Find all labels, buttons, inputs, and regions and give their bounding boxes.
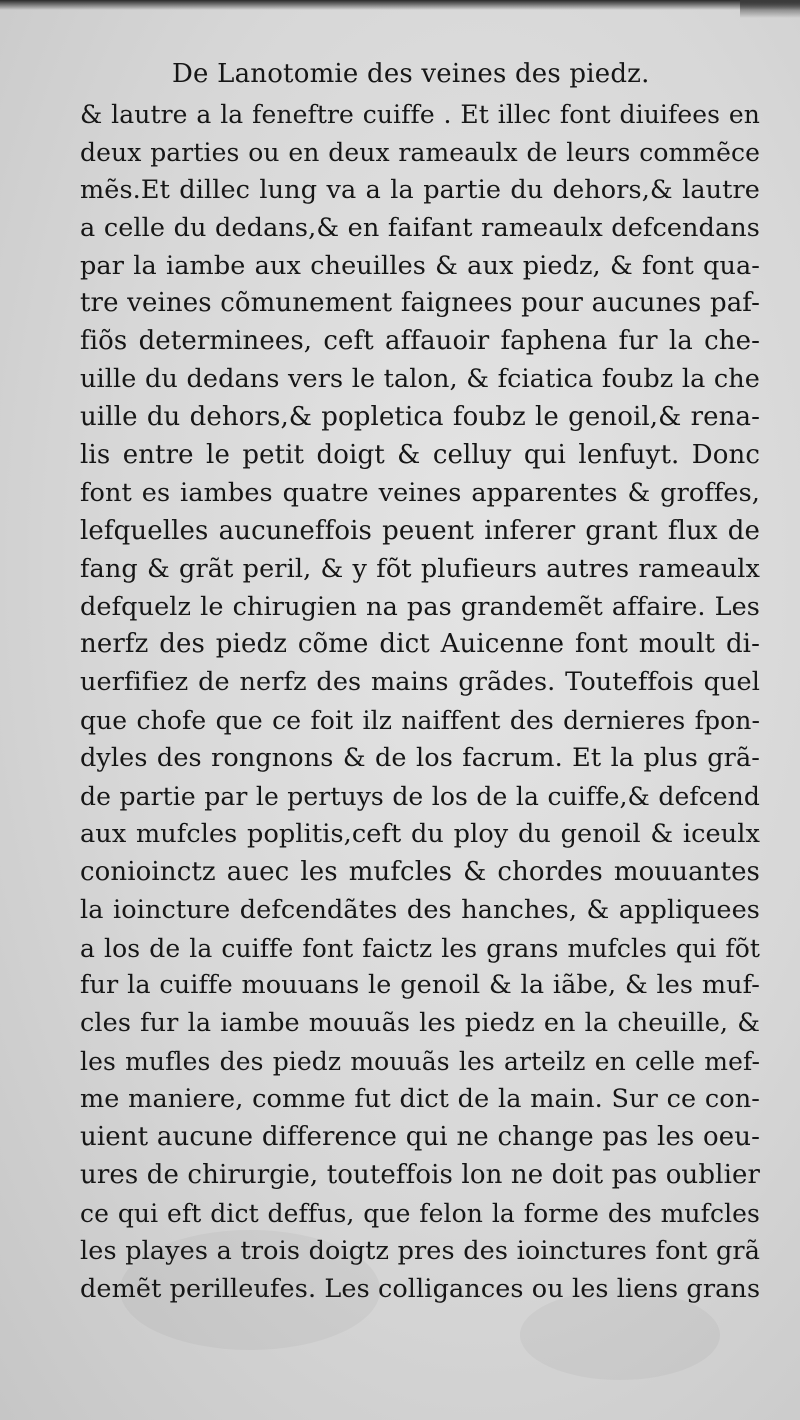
text-line: la ioincture defcendãtes des hanches, & appliquees: [80, 894, 760, 925]
text-line: deux parties ou en deux rameaulx de leurs commẽce: [80, 137, 760, 167]
text-line: ures de chirurgie, touteffois lon ne doit pas oublier: [80, 1159, 760, 1190]
binding-edge: [0, 0, 800, 10]
text-line: mẽs.Et dillec lung va a la partie du dehors,& lautre: [80, 174, 760, 205]
text-line: fiõs determinees, ceft affauoir faphena fur la che-: [80, 326, 760, 357]
text-line: que chofe que ce foit ilz naiffent des dernieres fpon-: [80, 706, 760, 736]
text-line: a los de la cuiffe font faictz les grans mufcles qui fõt: [80, 933, 760, 963]
text-line: demẽt perilleufes. Les colligances ou les liens grans: [80, 1273, 761, 1304]
text-line: uerfifiez de nerfz des mains grãdes. Touteffois quel: [80, 667, 760, 698]
page-corner-shadow: [740, 0, 800, 18]
text-line: les mufles des piedz mouuãs les arteilz en celle mef-: [80, 1047, 760, 1077]
text-line: uille du dedans vers le talon, & fciatica foubz la che: [80, 364, 760, 395]
text-line: lis entre le petit doigt & celluy qui lenfuyt. Donc: [80, 440, 760, 471]
text-line: fur la cuiffe mouuans le genoil & la iãbe, & les muf-: [80, 970, 760, 1001]
text-line: uille du dehors,& popletica foubz le genoil,& rena-: [80, 402, 760, 433]
text-line: fang & grãt peril, & y fõt plufieurs autres rameaulx: [80, 553, 760, 584]
text-line: & lautre a la feneftre cuiffe . Et illec font diuifees en: [80, 100, 760, 129]
text-line: font es iambes quatre veines apparentes & groffes,: [80, 477, 760, 508]
running-head: De Lanotomie des veines des piedz.: [172, 59, 650, 89]
text-line: dyles des rongnons & de los facrum. Et la plus grã-: [80, 743, 760, 774]
body-text: [80, 96, 760, 1309]
text-line: lefquelles aucuneffois peuent inferer grant flux de: [80, 515, 760, 546]
text-line: a celle du dedans,& en faifant rameaulx defcendans: [80, 212, 760, 243]
text-line: defquelz le chirugien na pas grandemẽt affaire. Les: [80, 591, 760, 622]
text-line: tre veines cõmunement faignees pour aucunes paf-: [80, 288, 760, 319]
text-line: aux mufcles poplitis,ceft du ploy du genoil & iceulx: [80, 818, 760, 849]
text-line: par la iambe aux cheuilles & aux piedz, & font qua-: [80, 250, 760, 281]
text-line: conioinctz auec les mufcles & chordes mouuantes: [80, 856, 760, 887]
text-line: uient aucune difference qui ne change pas les oeu-: [80, 1122, 760, 1153]
text-line: de partie par le pertuys de los de la cuiffe,& defcend: [80, 782, 760, 812]
text-line: nerfz des piedz cõme dict Auicenne font moult di-: [80, 629, 760, 660]
text-line: cles fur la iambe mouuãs les piedz en la cheuille, &: [80, 1008, 760, 1039]
text-line: me maniere, comme fut dict de la main. Sur ce con-: [80, 1084, 760, 1115]
text-line: ce qui eft dict deffus, que felon la forme des mufcles: [80, 1198, 760, 1228]
text-line: les playes a trois doigtz pres des ioinctures font grã: [80, 1235, 760, 1266]
